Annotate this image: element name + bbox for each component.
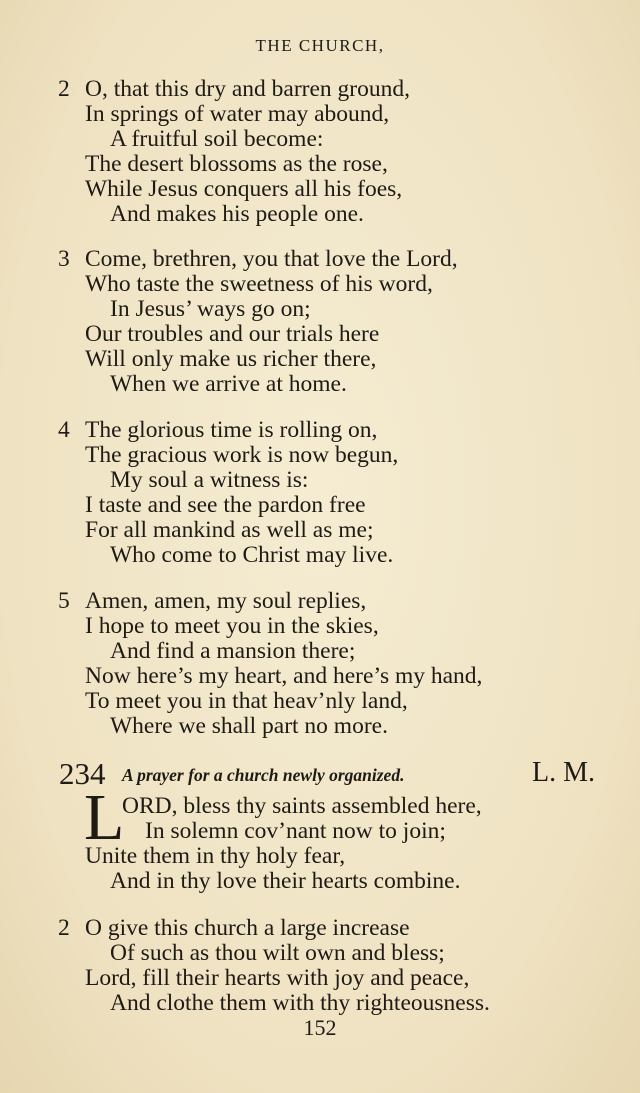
stanza-number: 2 <box>58 76 70 102</box>
verse-line: ORD, bless thy saints assembled here, <box>122 793 482 819</box>
verse-line: Where we shall part no more. <box>110 713 388 739</box>
verse-line: A fruitful soil become: <box>110 126 324 152</box>
hymn-title: A prayer for a church newly organized. <box>122 765 405 785</box>
page-number: 152 <box>303 1015 337 1040</box>
verse-line: Our troubles and our trials here <box>85 321 380 347</box>
verse-line: Amen, amen, my soul replies, <box>85 588 367 614</box>
verse-line: Will only make us richer there, <box>85 346 377 372</box>
hymn-number: 234 <box>59 756 106 791</box>
verse-line: And makes his people one. <box>110 201 364 227</box>
running-head: THE CHURCH, <box>255 36 385 55</box>
verse-line: Who taste the sweetness of his word, <box>85 271 433 297</box>
verse-line: And in thy love their hearts combine. <box>110 868 461 894</box>
verse-line: And find a mansion there; <box>110 638 356 664</box>
verse-line: In Jesus’ ways go on; <box>110 296 311 322</box>
verse-line: Now here’s my heart, and here’s my hand, <box>85 663 483 689</box>
verse-line: Of such as thou wilt own and bless; <box>110 940 445 966</box>
verse-line: I hope to meet you in the skies, <box>85 613 379 639</box>
verse-line: I taste and see the pardon free <box>85 492 366 518</box>
hymn-meter: L. M. <box>532 757 595 788</box>
verse-line: Unite them in thy holy fear, <box>85 843 346 869</box>
stanza-number: 5 <box>58 588 70 614</box>
stanza-number: 3 <box>58 246 70 272</box>
verse-line: In springs of water may abound, <box>85 101 390 127</box>
verse-line: The glorious time is rolling on, <box>85 417 378 443</box>
stanza-number: 2 <box>58 915 70 941</box>
verse-line: Lord, fill their hearts with joy and peace, <box>85 965 470 991</box>
verse-line: To meet you in that heav’nly land, <box>85 688 408 714</box>
verse-line: The gracious work is now begun, <box>85 442 399 468</box>
verse-line: My soul a witness is: <box>110 467 309 493</box>
verse-line: Who come to Christ may live. <box>110 542 394 568</box>
verse-line: For all mankind as well as me; <box>85 517 374 543</box>
verse-line: When we arrive at home. <box>110 371 347 397</box>
verse-line: And clothe them with thy righteousness. <box>110 990 490 1016</box>
drop-cap: L <box>84 781 125 854</box>
verse-line: Come, brethren, you that love the Lord, <box>85 246 458 272</box>
verse-line: While Jesus conquers all his foes, <box>85 176 403 202</box>
verse-line: The desert blossoms as the rose, <box>85 151 388 177</box>
verse-line: O, that this dry and barren ground, <box>85 76 411 102</box>
verse-line: In solemn cov’nant now to join; <box>145 818 446 844</box>
verse-line: O give this church a large increase <box>85 915 410 941</box>
stanza-number: 4 <box>58 417 70 443</box>
